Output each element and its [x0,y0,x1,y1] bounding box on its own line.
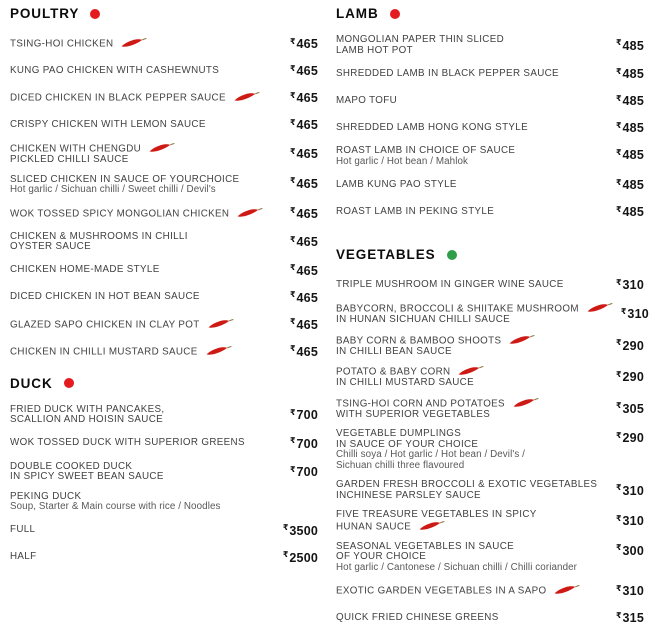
item-name-line [336,410,539,421]
item-name-line [336,347,535,358]
item-name [10,120,214,131]
item-name-text: IN SAUCE OF YOUR CHOICE [336,438,479,450]
item-name-text: SCALLION AND HOISIN SAUCE [10,414,164,425]
price-amount: 465 [296,64,318,78]
item-name-line [10,92,260,104]
rupee-symbol: ₹ [289,36,296,46]
item-name-text: IN SPICY SWEET BEAN SAUCE [10,471,164,482]
menu-section-poultry [10,6,318,361]
menu-item [10,89,318,107]
rupee-symbol: ₹ [289,146,296,156]
menu-item [336,35,644,56]
menu-item [10,435,318,453]
price-amount: 485 [622,148,644,162]
price-amount: 485 [622,178,644,192]
item-name-line [10,155,175,166]
item-name-line [10,346,232,358]
price-amount: 315 [622,611,644,625]
chili-icon [513,398,539,408]
item-name [336,398,547,421]
menu-item [10,35,318,53]
rupee-symbol: ₹ [615,66,622,76]
item-name-text: PEKING DUCK [10,490,82,502]
chili-icon [121,38,147,48]
item-name [336,96,405,107]
item-name-line [10,265,160,276]
item-price [290,205,318,223]
price-amount: 465 [296,317,318,332]
item-name-text: FULL [10,524,36,536]
item-name-line [336,280,564,291]
item-price [290,35,318,53]
item-name [336,542,585,574]
menu-item [336,480,644,501]
menu-item [10,205,318,223]
rupee-symbol: ₹ [289,234,296,244]
rupee-symbol: ₹ [289,263,296,272]
item-name-line [336,510,537,521]
item-price [616,146,644,164]
item-price [621,305,649,323]
item-name-text: DICED CHICKEN IN HOT BEAN SAUCE [10,291,200,303]
price-amount: 485 [622,121,644,135]
item-name [336,510,545,533]
price-amount: 485 [622,67,644,81]
rupee-symbol: ₹ [282,523,289,532]
rupee-symbol: ₹ [615,513,622,523]
item-name-line [336,123,528,134]
rupee-symbol: ₹ [615,93,622,103]
item-name-line [336,378,484,389]
item-name-text: WOK TOSSED SPICY MONGOLIAN CHICKEN [10,208,230,219]
rupee-symbol: ₹ [615,277,622,287]
item-name-line [10,438,245,449]
item-name-text: SHREDDED LAMB IN BLACK PEPPER SAUCE [336,67,559,79]
price-amount: 485 [622,94,644,108]
item-name [10,462,172,483]
menu-item [336,335,644,358]
price-amount: 465 [296,206,318,221]
price-amount: 485 [622,38,644,53]
item-name-text: TSING-HOI CORN AND POTATOES [336,398,505,409]
item-name [336,146,523,167]
menu-item [336,398,644,421]
chili-icon [149,143,175,153]
menu-item [10,405,318,426]
item-price [290,316,318,334]
menu-item [336,119,644,137]
item-name-text: INCHINESE PARSLEY SAUCE [336,489,481,501]
item-name-line [10,319,234,331]
item-name-text: ROAST LAMB IN PEKING STYLE [336,205,495,217]
item-name-line [10,66,219,77]
item-options: Sichuan chilli three flavoured [336,459,465,471]
rupee-symbol: ₹ [615,483,622,492]
menu-item [336,366,644,389]
item-name [336,180,465,191]
item-name [10,38,155,50]
item-name-text: GLAZED SAPO CHICKEN IN CLAY POT [10,319,200,330]
item-price [616,582,644,600]
section-header [10,376,318,391]
menu-section-vegetables [336,247,649,627]
section-title: POULTRY [10,6,80,21]
item-name-text: HUNAN SAUCE [336,521,412,532]
menu-item [336,429,644,471]
item-price [616,203,644,221]
item-name-text: CHICKEN IN CHILLI MUSTARD SAUCE [10,346,198,357]
rupee-symbol: ₹ [615,369,622,379]
rupee-symbol: ₹ [289,117,296,127]
item-name-line [10,242,188,253]
chili-icon [419,521,445,531]
item-name [10,143,183,166]
item-name [10,265,168,276]
nonveg-indicator-dot [390,9,400,19]
item-price [290,62,318,80]
rupee-symbol: ₹ [615,430,622,440]
item-name-text: LAMB KUNG PAO STYLE [336,178,457,190]
menu-item [336,276,644,294]
item-name-text: EXOTIC GARDEN VEGETABLES IN A SAPO [336,585,547,597]
item-name-text: WOK TOSSED DUCK WITH SUPERIOR GREENS [10,437,245,449]
item-name [336,429,533,471]
item-name [336,69,567,80]
item-name-text: BABYCORN, BROCCOLI & SHIITAKE MUSHROOM [336,303,579,315]
item-price [616,92,644,110]
chili-icon [206,346,232,356]
item-name-line [10,120,206,131]
item-name-text: LAMB HOT POT [336,44,413,56]
item-name-text: IN CHILLI BEAN SAUCE [336,345,452,357]
item-name-text: SLICED CHICKEN IN SAUCE OF YOURCHOICE [10,173,240,185]
item-name-line [336,69,559,80]
chili-icon [208,319,234,329]
menu-item [336,609,644,627]
item-price [616,368,644,386]
item-name [10,552,44,563]
price-amount: 310 [622,514,644,529]
section-header [336,6,644,21]
item-name [10,292,208,303]
item-name-text: MAPO TOFU [336,94,398,106]
menu-item [336,582,644,600]
price-amount: 465 [296,147,318,162]
menu-item [336,303,649,326]
item-price [616,512,644,530]
item-name-line [10,208,263,220]
item-name [336,613,507,624]
item-name-text: ROAST LAMB IN CHOICE OF SAUCE [336,145,516,156]
item-price [616,337,644,355]
item-name [10,92,268,104]
item-name-text: SHREDDED LAMB HONG KONG STYLE [336,121,528,133]
price-amount: 465 [296,235,318,249]
chili-icon [237,208,263,218]
rupee-symbol: ₹ [289,436,296,445]
item-price [616,37,644,55]
price-amount: 465 [296,263,318,278]
item-name-line [10,292,200,303]
menu-item [10,289,318,307]
rupee-symbol: ₹ [289,290,296,299]
item-name-line [10,38,147,50]
rupee-symbol: ₹ [289,317,296,326]
item-name-text: DOUBLE COOKED DUCK [10,460,133,472]
rupee-symbol: ₹ [289,206,296,215]
item-name-line [336,207,494,218]
item-options: Soup, Starter & Main course with rice / Noodles [10,501,221,512]
item-price [616,65,644,83]
menu-item [336,146,644,167]
rupee-symbol: ₹ [289,344,296,353]
price-amount: 290 [622,370,644,385]
price-amount: 485 [622,205,644,219]
item-name-text: KUNG PAO CHICKEN WITH CASHEWNUTS [10,64,220,76]
menu-item [10,175,318,196]
item-name [336,303,621,326]
rupee-symbol: ₹ [289,90,296,100]
item-price [616,400,644,418]
item-name [10,319,242,331]
chili-icon [509,335,535,345]
item-name-line [336,315,613,326]
price-amount: 290 [622,431,644,445]
menu-column-left [10,6,318,572]
section-header [336,247,644,262]
menu-item [336,510,644,533]
section-title: DUCK [10,375,53,391]
chili-icon [587,303,613,313]
price-amount: 465 [296,118,318,132]
item-name-line [336,46,504,57]
item-options: Hot garlic / Cantonese / Sichuan chilli / Chilli coriander [336,561,578,573]
item-price [616,609,644,627]
menu-item [10,143,318,166]
rupee-symbol: ₹ [615,338,622,348]
item-name-text: TRIPLE MUSHROOM IN GINGER WINE SAUCE [336,278,564,290]
item-price [283,549,318,567]
price-amount: 465 [296,290,318,305]
item-price [616,542,644,560]
item-name [10,232,196,253]
nonveg-indicator-dot [64,378,74,388]
menu-item [10,462,318,483]
item-name [336,123,536,134]
item-name [10,208,271,220]
item-name-text: WITH SUPERIOR VEGETABLES [336,408,491,420]
item-name [336,207,502,218]
menu-item [10,232,318,253]
price-amount: 465 [296,37,318,51]
menu-item [336,92,644,110]
price-amount: 310 [622,584,644,598]
item-name-text: GARDEN FRESH BROCCOLI & EXOTIC VEGETABLES [336,479,598,490]
rupee-symbol: ₹ [615,583,622,593]
item-name [10,492,229,513]
item-name-text: IN HUNAN SICHUAN CHILLI SAUCE [336,314,511,325]
item-price [290,289,318,307]
item-name [336,585,588,597]
item-price [290,262,318,280]
item-price [290,116,318,134]
item-price [290,233,318,251]
menu-item [336,542,644,574]
item-name-text: MONGOLIAN PAPER THIN SLICED [336,34,505,45]
price-amount: 465 [296,91,318,105]
item-name-text: QUICK FRIED CHINESE GREENS [336,611,499,623]
item-name [10,175,247,196]
item-name-line [336,96,397,107]
item-name-text: CHICKEN WITH CHENGDU [10,143,142,155]
item-price [290,175,318,193]
item-name-line [336,585,580,597]
item-name-text: SEASONAL VEGETABLES IN SAUCE [336,540,515,552]
rupee-symbol: ₹ [289,176,296,185]
menu-section-lamb [336,6,644,221]
item-name-text: TSING-HOI CHICKEN [10,38,114,50]
item-name [10,405,172,426]
price-amount: 2500 [289,550,318,565]
item-name-text: DICED CHICKEN IN BLACK PEPPER SAUCE [10,92,226,104]
menu-item [10,116,318,134]
item-name-text: PICKLED CHILLI SAUCE [10,154,129,165]
price-amount: 700 [296,408,318,422]
price-amount: 310 [622,278,644,292]
menu-item [10,262,318,280]
menu-item [10,343,318,361]
item-price [290,406,318,424]
item-name-line [336,491,597,502]
item-name-text: FIVE TREASURE VEGETABLES IN SPICY [336,509,537,520]
price-amount: 3500 [289,523,318,538]
price-amount: 700 [296,465,318,479]
item-name-text: OF YOUR CHOICE [336,551,427,562]
item-name-line [10,552,36,563]
chili-icon [554,585,580,595]
item-options: Hot garlic / Sichuan chilli / Sweet chilli / Devil's [10,184,216,195]
item-price [290,435,318,453]
price-amount: 305 [622,401,644,416]
rupee-symbol: ₹ [615,401,622,411]
section-title: LAMB [336,6,379,21]
item-name-line [10,472,164,483]
menu-item [336,65,644,83]
rupee-symbol: ₹ [289,464,296,474]
item-name-line [336,552,577,563]
item-name-text: HALF [10,551,37,563]
section-header [10,6,318,21]
item-price [290,343,318,361]
item-name-text: FRIED DUCK WITH PANCAKES, [10,403,165,415]
price-amount: 290 [622,338,644,353]
item-name-text: POTATO & BABY CORN [336,366,451,378]
price-amount: 300 [622,543,644,558]
item-name-text: BABY CORN & BAMBOO SHOOTS [336,335,502,346]
item-name-line [336,521,537,533]
veg-indicator-dot [447,250,457,260]
item-name-text: VEGETABLE DUMPLINGS [336,428,462,439]
menu-item [10,522,318,540]
menu-item [336,176,644,194]
item-name-line [336,613,499,624]
rupee-symbol: ₹ [615,38,622,47]
item-name-text: OYSTER SAUCE [10,241,91,252]
rupee-symbol: ₹ [282,550,289,559]
item-name [336,280,572,291]
item-name [10,66,227,77]
menu-item [10,549,318,567]
price-amount: 700 [296,436,318,451]
item-name-text: IN CHILLI MUSTARD SAUCE [336,377,474,388]
rupee-symbol: ₹ [615,543,622,552]
item-name [10,525,43,536]
menu-column-right [336,6,649,625]
price-amount: 310 [622,483,644,498]
item-name-line [10,415,164,426]
item-price [290,145,318,163]
price-amount: 465 [296,176,318,191]
nonveg-indicator-dot [90,9,100,19]
rupee-symbol: ₹ [615,120,622,130]
menu-item [10,492,318,513]
item-price [616,429,644,447]
item-name-text: CRISPY CHICKEN WITH LEMON SAUCE [10,118,206,130]
item-price [616,119,644,137]
chili-icon [458,366,484,376]
item-name [336,35,512,56]
item-price [290,89,318,107]
item-name [336,366,492,389]
item-name [10,438,253,449]
price-amount: 465 [296,344,318,359]
item-price [616,276,644,294]
item-price [290,463,318,481]
item-name [336,480,605,501]
item-options: Hot garlic / Hot bean / Mahlok [336,155,469,167]
rupee-symbol: ₹ [615,610,622,620]
rupee-symbol: ₹ [615,147,622,157]
rupee-symbol: ₹ [615,177,622,187]
section-title: VEGETABLES [336,247,436,262]
item-price [616,482,644,500]
item-name [10,346,240,358]
rupee-symbol: ₹ [289,407,296,417]
price-amount: 310 [627,307,649,322]
menu-item [336,203,644,221]
item-name-text: CHICKEN HOME-MADE STYLE [10,264,160,276]
chili-icon [234,92,260,102]
item-price [616,176,644,194]
menu-section-duck [10,376,318,567]
item-options: Chilli soya / Hot garlic / Hot bean / Devil's / [336,449,525,460]
menu-item [10,62,318,80]
rupee-symbol: ₹ [615,204,622,214]
item-name [336,335,543,358]
item-name-line [336,180,457,191]
item-name-line [10,525,35,536]
item-price [283,522,318,540]
menu-item [10,316,318,334]
item-name-text: CHICKEN & MUSHROOMS IN CHILLI [10,230,188,242]
rupee-symbol: ₹ [620,306,627,316]
item-name-line [336,146,515,157]
rupee-symbol: ₹ [289,63,296,73]
